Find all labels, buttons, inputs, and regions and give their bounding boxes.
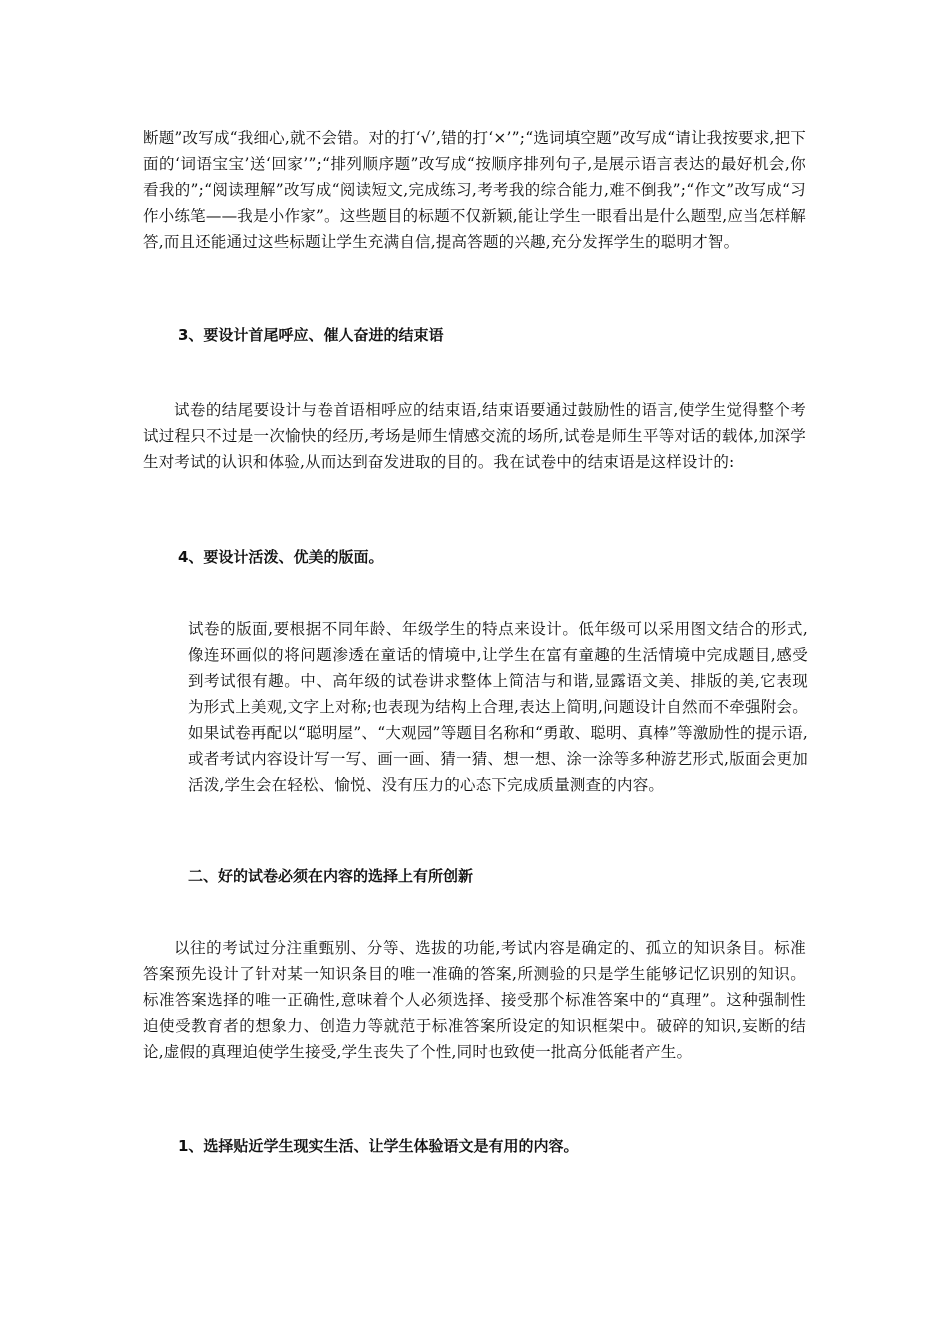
- heading-layout-design: 4、要设计活泼、优美的版面。: [178, 548, 384, 566]
- paragraph-content-innovation: 以往的考试过分注重甄别、分等、选拔的功能,考试内容是确定的、孤立的知识条目。标准答案预先设计了针对某一知识条目的唯一准确的答案,所测验的只是学生能够记忆识别的知识。标准答案选择的唯一正确性,意味着个人必须选择、接受那个标准答案中的“真理”。这种强制性迫使受教育者的想象力、创造力等就范于标准答案所设定的知识框架中。破碎的知识,妄断的结论,虚假的真理迫使学生接受,学生丧失了个性,同时也致使一批高分低能者产生。: [143, 939, 806, 1061]
- heading-content-innovation: 二、好的试卷必须在内容的选择上有所创新: [188, 867, 474, 885]
- heading-closing-remarks: 3、要设计首尾呼应、催人奋进的结束语: [178, 326, 444, 344]
- paragraph-layout-design: 试卷的版面,要根据不同年龄、年级学生的特点来设计。低年级可以采用图文结合的形式,像连环画似的将问题渗透在童话的情境中,让学生在富有童趣的生活情境中完成题目,感受到考试很有趣。中、高年级的试卷讲求整体上简洁与和谐,显露语文美、排版的美,它表现为形式上美观,文字上对称;也表现为结构上合理,表达上简明,问题设计自然而不牵强附会。如果试卷再配以“聪明屋”、“大观园”等题目名称和“勇敢、聪明、真棒”等激励性的提示语,或者考试内容设计写一写、画一画、猜一猜、想一想、涂一涂等多种游艺形式,版面会更加活泼,学生会在轻松、愉悦、没有压力的心态下完成质量测查的内容。: [188, 620, 808, 794]
- paragraph-question-titles: 断题”改写成“我细心,就不会错。对的打‘√’,错的打‘×’”;“选词填空题”改写成“请让我按要求,把下面的‘词语宝宝’送‘回家’”;“排列顺序题”改写成“按顺序排列句子,是展示语言表达的最好机会,你看我的”;“阅读理解”改写成“阅读短文,完成练习,考考我的综合能力,难不倒我”;“作文”改写成“习作小练笔——我是小作家”。这些题目的标题不仅新颖,能让学生一眼看出是什么题型,应当怎样解答,而且还能通过这些标题让学生充满自信,提高答题的兴趣,充分发挥学生的聪明才智。: [143, 129, 806, 251]
- heading-real-life-content: 1、选择贴近学生现实生活、让学生体验语文是有用的内容。: [178, 1137, 579, 1155]
- paragraph-closing-remarks: 试卷的结尾要设计与卷首语相呼应的结束语,结束语要通过鼓励性的语言,使学生觉得整个考试过程只不过是一次愉快的经历,考场是师生情感交流的场所,试卷是师生平等对话的载体,加深学生对考试的认识和体验,从而达到奋发进取的目的。我在试卷中的结束语是这样设计的:: [143, 401, 806, 471]
